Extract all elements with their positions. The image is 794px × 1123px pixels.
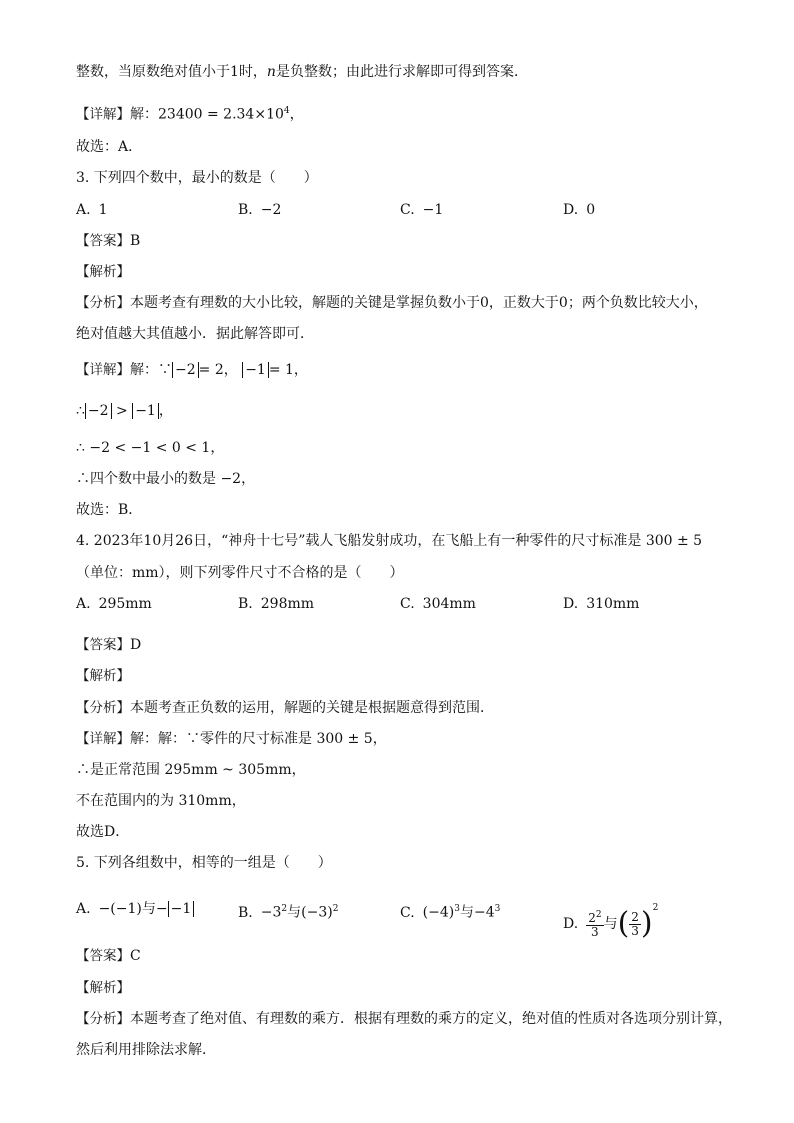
comma: ， <box>158 403 173 419</box>
option-value: 310mm <box>586 596 640 612</box>
q4-step1: ∴是正常范围 295mm ~ 305mm， <box>76 762 306 778</box>
option-value: −2 <box>260 202 282 218</box>
q4-analysis-label: 【解析】 <box>76 668 130 684</box>
expr-left: −3 <box>260 904 282 921</box>
option-letter: C. <box>400 202 415 218</box>
exponent: 2 <box>652 903 659 913</box>
expr-right: −4 <box>473 904 495 921</box>
fenxi-tag: 【分析】 <box>76 700 130 716</box>
answer-label: 【答案】 <box>76 637 130 653</box>
option-letter: B. <box>238 596 253 612</box>
with-word: 与 <box>603 916 618 932</box>
exponent: 3 <box>454 904 460 914</box>
q4-option-c <box>400 594 476 614</box>
option-letter: C. <box>400 596 415 612</box>
greater-than: > <box>111 403 133 419</box>
answer-label: 【答案】 <box>76 233 130 249</box>
option-value: 298mm <box>260 596 315 612</box>
equals: = 1， <box>268 362 308 378</box>
q5-question: 5. 下列各组数中，相等的一组是（ ） <box>76 855 332 871</box>
option-letter: A. <box>76 901 91 917</box>
q4-option-d <box>563 594 639 614</box>
fraction-numerator <box>586 909 603 926</box>
option-value: 304mm <box>422 596 476 612</box>
answer-value: B <box>130 233 141 249</box>
expr-left: (−4) <box>422 904 455 921</box>
intro-text-b: 是负整数；由此进行求解即可得到答案． <box>275 64 528 80</box>
q4-answer-line <box>76 635 734 655</box>
q2-detail-suffix: ， <box>289 106 304 123</box>
right-paren: ) <box>640 906 653 941</box>
q3-step1 <box>76 401 734 421</box>
option-value: 295mm <box>98 596 152 612</box>
q5-analysis-label: 【解析】 <box>76 980 130 996</box>
q3-option-a <box>76 200 107 220</box>
fenxi-tag: 【分析】 <box>76 1011 130 1027</box>
numerator-base: 2 <box>588 911 596 925</box>
abs-value: −2 <box>172 362 199 378</box>
fenxi-text: 本题考查有理数的大小比较，解题的关键是掌握负数小于0，正数大于0；两个负数比较大小， <box>130 295 708 311</box>
option-letter: A. <box>76 596 91 612</box>
equals: = 2， <box>198 362 238 378</box>
therefore-symbol: ∴ <box>76 403 85 419</box>
q3-question: 3. 下列四个数中，最小的数是（ ） <box>76 170 318 186</box>
exponent: 3 <box>494 904 501 914</box>
q2-detail-exp: 4 <box>283 106 290 116</box>
answer-label: 【答案】 <box>76 948 130 964</box>
option-letter: D. <box>563 916 579 932</box>
n-variable: n <box>266 64 276 80</box>
detail-prefix: 解：∵ <box>130 362 172 378</box>
exponent: 2 <box>281 904 288 914</box>
q4-choose: 故选D． <box>76 824 130 840</box>
detail-tag: 【详解】 <box>76 362 130 378</box>
q3-choose: 故选：B． <box>76 502 143 518</box>
minus-sign: − <box>155 901 168 917</box>
q4-step2: 不在范围内的为 310mm， <box>76 793 246 809</box>
q3-detail-line <box>76 360 734 380</box>
q2-detail-line <box>76 101 734 125</box>
fraction-numerator: 2 <box>631 909 639 924</box>
option-letter: B. <box>238 202 253 218</box>
q4-question-line2: （单位：mm），则下列零件尺寸不合格的是（ ） <box>76 565 404 581</box>
option-letter: D. <box>563 202 579 218</box>
q5-option-b <box>238 899 338 923</box>
q3-option-b <box>238 200 281 220</box>
q3-step3: ∴四个数中最小的数是 −2， <box>76 471 256 487</box>
answer-value: D <box>130 637 142 653</box>
fraction <box>586 909 603 939</box>
option-value: 1 <box>98 202 108 218</box>
q4-detail-line <box>76 729 734 749</box>
q5-option-a <box>76 899 194 919</box>
q2-detail-prefix: 解： <box>130 106 158 123</box>
q3-option-d <box>563 200 595 220</box>
option-letter: A. <box>76 202 91 218</box>
detail-tag: 【详解】 <box>76 731 130 747</box>
fenxi-text: 本题考查正负数的运用，解题的关键是根据题意得到范围． <box>130 700 494 716</box>
fraction-denominator: 3 <box>591 925 599 939</box>
q3-option-c <box>400 200 443 220</box>
exponent: 2 <box>595 910 602 920</box>
intro-line <box>76 62 734 82</box>
fraction-denominator: 3 <box>631 923 639 938</box>
abs-value: −1 <box>168 901 195 917</box>
q3-analysis-label: 【解析】 <box>76 264 130 280</box>
detail-text: 解：解：∵零件的尺寸标准是 300 ± 5， <box>130 731 387 747</box>
intro-text-a: 整数，当原数绝对值小于1时， <box>76 64 267 80</box>
with-word: 与 <box>287 904 302 921</box>
q2-choose-line: 故选：A． <box>76 139 143 155</box>
left-paren: ( <box>617 906 630 941</box>
q5-fenxi-line1 <box>76 1009 734 1029</box>
detail-tag: 【详解】 <box>76 106 130 123</box>
q5-option-c <box>400 899 500 923</box>
expr-right: (−3) <box>301 904 333 921</box>
fraction <box>629 911 641 938</box>
expr-left: −(−1) <box>98 901 142 917</box>
q4-option-a <box>76 594 152 614</box>
option-letter: C. <box>400 904 415 921</box>
q5-answer-line <box>76 946 734 966</box>
q4-fenxi-line <box>76 698 734 718</box>
q3-fenxi-line2: 绝对值越大其值越小．据此解答即可． <box>76 326 314 342</box>
option-value: 0 <box>586 202 596 218</box>
option-letter: D. <box>563 596 579 612</box>
option-letter: B. <box>238 904 253 921</box>
q4-option-b <box>238 594 314 614</box>
fenxi-text: 本题考查了绝对值、有理数的乘方．根据有理数的乘方的定义，绝对值的性质对各选项分别计算， <box>130 1011 732 1027</box>
with-word: 与 <box>141 901 156 917</box>
abs-value: −2 <box>85 403 112 419</box>
q5-option-d <box>563 890 658 942</box>
fenxi-tag: 【分析】 <box>76 295 130 311</box>
abs-value: −1 <box>242 362 269 378</box>
abs-value: −1 <box>132 403 159 419</box>
q4-question-line1: 4. 2023年10月26日，“神舟十七号”载人飞船发射成功，在飞船上有一种零件的尺寸标准是 300 ± 5 <box>76 533 703 549</box>
q2-detail-expr: 23400 = 2.34×10 <box>158 106 284 123</box>
answer-value: C <box>130 948 141 964</box>
q5-fenxi-line2: 然后利用排除法求解． <box>76 1042 216 1058</box>
q3-answer-line <box>76 231 734 251</box>
q3-fenxi-line1 <box>76 293 734 313</box>
q3-step2: ∴ −2 < −1 < 0 < 1， <box>76 440 225 456</box>
option-value: −1 <box>422 202 444 218</box>
exponent: 2 <box>332 904 339 914</box>
with-word: 与 <box>459 904 474 921</box>
